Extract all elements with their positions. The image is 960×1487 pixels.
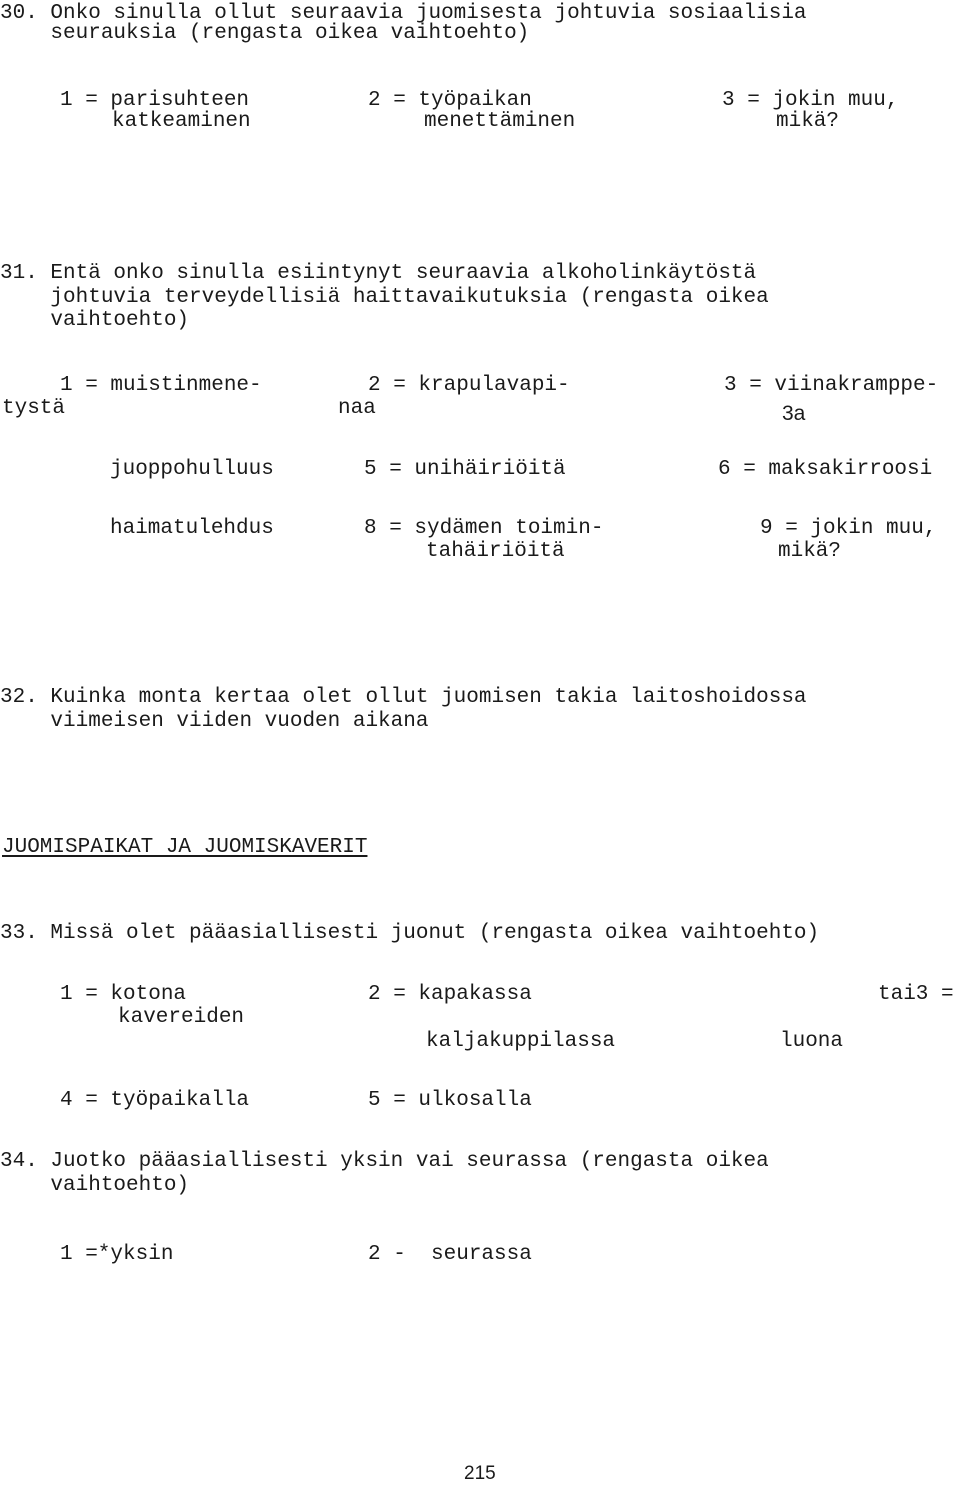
q30-option-1: 1 = parisuhteen [60, 89, 250, 112]
q31-option-3: 3 = viinakramppe- [724, 374, 939, 397]
q31-option-2-cont: naa [338, 397, 376, 420]
q31-option-8: 8 = sydämen toimin- [364, 517, 604, 540]
q32-line1: 32. Kuinka monta kertaa olet ollut juomisen takia laitoshoidossa [0, 686, 807, 709]
q31-option-9: 9 = jokin muu, [760, 517, 937, 540]
q31-option-4: juoppohulluus [110, 458, 274, 481]
q30-line1: 30. Onko sinulla ollut seuraavia juomisesta johtuvia sosiaalisia [0, 2, 807, 25]
q30-line2: seurauksia (rengasta oikea vaihtoehto) [0, 22, 530, 45]
q31-option-6: 6 = maksakirroosi [718, 458, 933, 481]
q30-option-2: 2 = työpaikan [368, 89, 532, 112]
q32-line2: viimeisen viiden vuoden aikana [0, 710, 429, 733]
q33-option-3: tai3 = [878, 983, 954, 1006]
q31-option-9-cont: mikä? [778, 540, 842, 563]
q34-line2: vaihtoehto) [0, 1174, 190, 1197]
q33-line1: 33. Missä olet pääasiallisesti juonut (rengasta oikea vaihtoehto) [0, 922, 820, 945]
q30-option-1-cont: katkeaminen [112, 110, 251, 133]
q31-line2: johtuvia terveydellisiä haittavaikutuksia (rengasta oikea [0, 286, 769, 309]
q30-option-2-cont: menettäminen [424, 110, 576, 133]
q31-line3: vaihtoehto) [0, 309, 190, 332]
q34-line1: 34. Juotko pääasiallisesti yksin vai seurassa (rengasta oikea [0, 1150, 769, 1173]
section-heading: JUOMISPAIKAT JA JUOMISKAVERIT [2, 836, 368, 859]
q33-option-4: 4 = työpaikalla [60, 1089, 250, 1112]
q31-option-8-cont: tahäiriöitä [426, 540, 565, 563]
q31-option-3-cont: 3a [782, 402, 806, 425]
q34-option-2: 2 - seurassa [368, 1243, 532, 1266]
q30-option-3: 3 = jokin muu, [722, 89, 899, 112]
q33-option-5: 5 = ulkosalla [368, 1089, 532, 1112]
q33-option-1: 1 = kotona [60, 983, 187, 1006]
page-number: 215 [464, 1463, 496, 1484]
q31-option-7: haimatulehdus [110, 517, 274, 540]
q31-option-1: 1 = muistinmene- [60, 374, 262, 397]
q33-option-2-cont: kaljakuppilassa [426, 1030, 616, 1053]
q31-line1: 31. Entä onko sinulla esiintynyt seuraavia alkoholinkäytöstä [0, 262, 757, 285]
q33-option-2: 2 = kapakassa [368, 983, 532, 1006]
q31-option-1-cont: tystä [2, 397, 66, 420]
q33-option-1-cont: kavereiden [118, 1006, 245, 1029]
q33-option-3-cont: luona [780, 1030, 844, 1053]
q31-option-5: 5 = unihäiriöitä [364, 458, 566, 481]
q30-option-3-cont: mikä? [776, 110, 840, 133]
q31-option-2: 2 = krapulavapi- [368, 374, 570, 397]
q34-option-1: 1 =*yksin [60, 1243, 174, 1266]
